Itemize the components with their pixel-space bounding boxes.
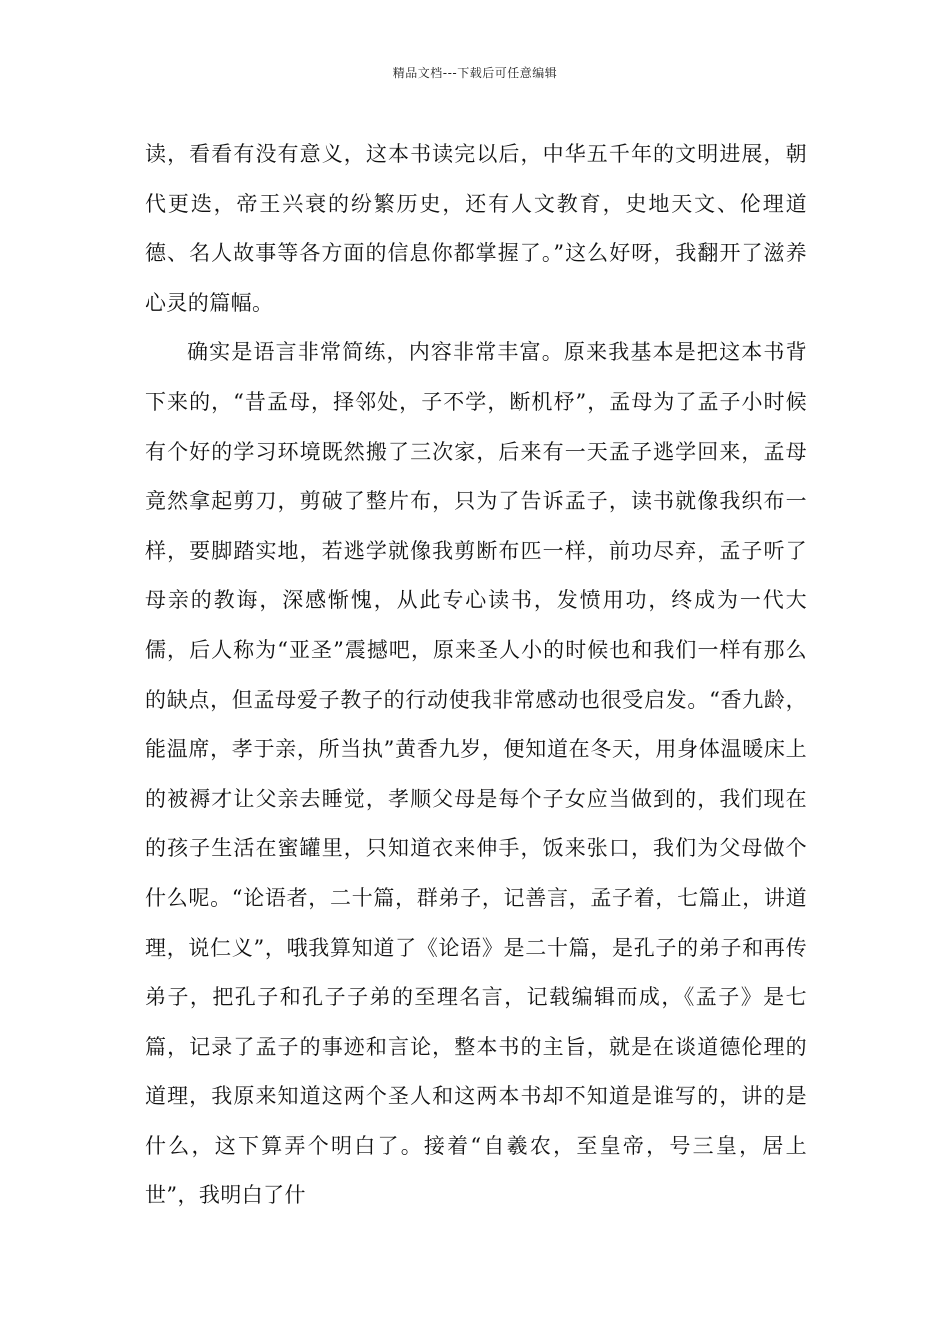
paragraph-main: 确实是语言非常简练，内容非常丰富。原来我基本是把这本书背下来的，“昔孟母，择邻处，子不学，断机杼”，孟母为了孟子小时候有个好的学习环境既然搬了三次家，后来有一天孟子逃学回来，孟母竟然拿起剪刀，剪破了整片布，只为了告诉孟子，读书就像我织布一样，要脚踏实地，若逃学就像我剪断布匹一样，前功尽弃，孟子听了母亲的教诲，深感惭愧，从此专心读书，发愤用功，终成为一代大儒，后人称为“亚圣”震撼吧，原来圣人小的时候也和我们一样有那么的缺点，但孟母爱子教子的行动使我非常感动也很受启发。“香九龄，能温席，孝于亲，所当执”黄香九岁，便知道在冬天，用身体温暖床上的被褥才让父亲去睡觉，孝顺父母是每个子女应当做到的，我们现在的孩子生活在蜜罐里，只知道衣来伸手，饭来张口，我们为父母做个什么呢。“论语者，二十篇，群弟子，记善言，孟子着，七篇止，讲道理，说仁义”，哦我算知道了《论语》是二十篇，是孔子的弟子和再传弟子，把孔子和孔子子弟的至理名言，记载编辑而成，《孟子》是七篇，记录了孟子的事迹和言论，整本书的主旨，就是在谈道德伦理的道理，我原来知道这两个圣人和这两本书却不知道是谁写的，讲的是什么，这下算弄个明白了。接着“自羲农，至皇帝，号三皇，居上世”，我明白了什 bbox=[145, 340, 807, 1208]
document-body bbox=[145, 130, 807, 1221]
page-header: 精品文档---下载后可任意编辑 bbox=[392, 66, 558, 80]
paragraph-continuation: 读，看看有没有意义，这本书读完以后，中华五千年的文明进展，朝代更迭，帝王兴衰的纷繁历史，还有人文教育，史地天文、伦理道德、名人故事等各方面的信息你都掌握了。”这么好呀，我翻开了滋养心灵的篇幅。 bbox=[145, 142, 807, 315]
